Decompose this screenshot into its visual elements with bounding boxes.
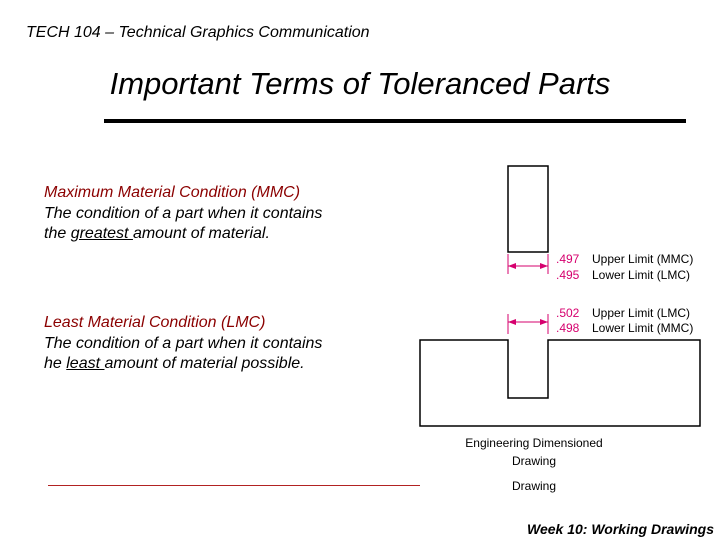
emphasized-word: greatest <box>70 225 133 242</box>
slot-lower-value: .498 <box>556 321 580 335</box>
term-heading-mmc: Maximum Material Condition (MMC) <box>44 184 301 201</box>
course-header: TECH 104 – Technical Graphics Communication <box>26 24 370 41</box>
definition-line: The condition of a part when it contains <box>44 335 323 352</box>
definition-text: amount of material possible. <box>104 355 305 372</box>
footer-week-label: Week 10: Working Drawings <box>527 521 714 537</box>
shaft-upper-value: .497 <box>556 252 580 266</box>
slide-title: Important Terms of Toleranced Parts <box>109 66 611 101</box>
drawing-caption-line2: Drawing <box>511 454 557 468</box>
emphasized-word: least <box>66 355 105 372</box>
slot-upper-label: Upper Limit (LMC) <box>592 306 691 320</box>
shaft-lower-label: Lower Limit (LMC) <box>592 268 691 282</box>
definition-text: amount of material. <box>132 225 270 242</box>
drawing-caption-line3: Drawing <box>511 479 557 493</box>
definition-line <box>44 224 322 244</box>
drawing-caption-title: Engineering Dimensioned <box>465 436 603 450</box>
title-divider <box>104 119 686 123</box>
slot-lower-label: Lower Limit (MMC) <box>592 321 694 335</box>
shaft-lower-value: .495 <box>556 268 580 282</box>
footer-divider <box>48 485 420 486</box>
term-lmc <box>44 314 322 374</box>
slot-upper-value: .502 <box>556 306 580 320</box>
toleranced-parts-drawing <box>416 162 720 494</box>
definition-line <box>44 354 322 374</box>
definition-line: The condition of a part when it contains <box>44 205 323 222</box>
term-mmc <box>44 184 322 244</box>
shaft-upper-label: Upper Limit (MMC) <box>592 252 694 266</box>
term-definition-lmc <box>44 334 322 374</box>
definition-text: the <box>44 225 71 242</box>
term-heading-lmc: Least Material Condition (LMC) <box>44 314 266 331</box>
term-definition-mmc <box>44 204 322 244</box>
definition-text: he <box>44 355 67 372</box>
